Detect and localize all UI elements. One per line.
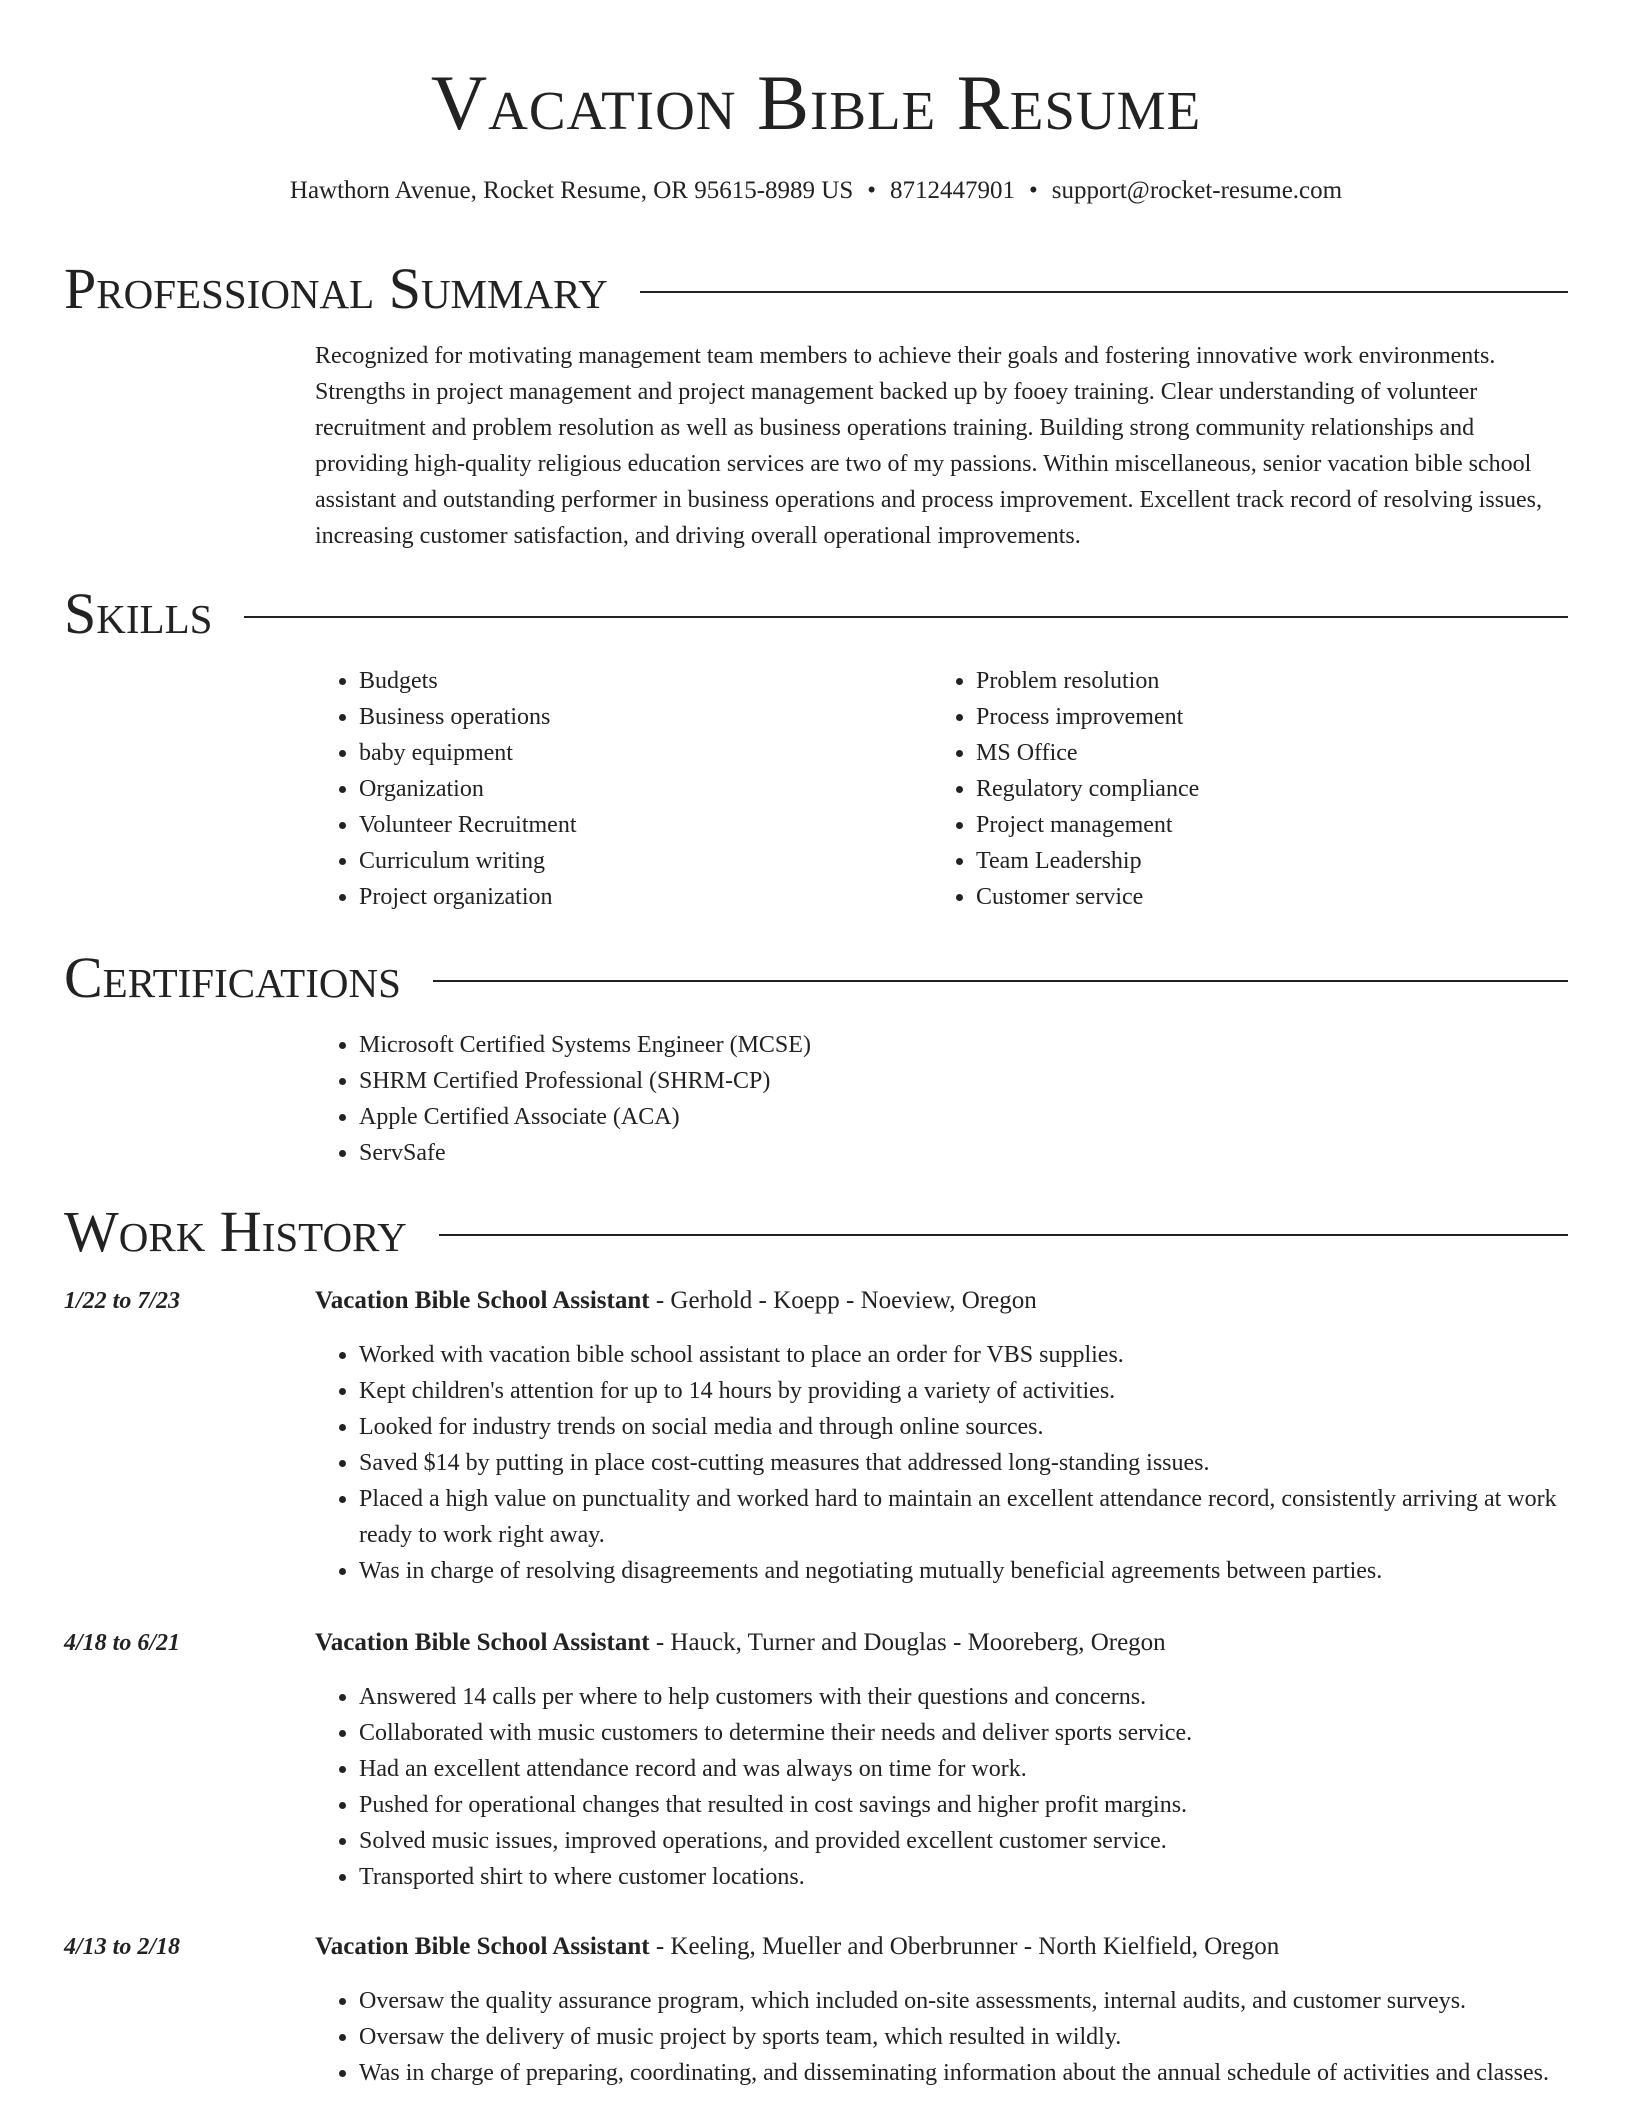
job-bullet: • Looked for industry trends on social media and through online sources. xyxy=(359,1409,1612,1445)
job-dates: 4/13 to 2/18 xyxy=(64,1934,181,1960)
job-bullet: • Kept children's attention for up to 14 hours by providing a variety of activities. xyxy=(359,1373,1612,1409)
skills-column-right xyxy=(932,663,1532,915)
skill-item: • Process improvement xyxy=(976,699,1532,735)
job-bullet: • Was in charge of preparing, coordinating, and disseminating information about the annual schedule of activities and classes. xyxy=(359,2055,1612,2091)
job-bullet: • Worked with vacation bible school assistant to place an order for VBS supplies. xyxy=(359,1337,1612,1373)
job-bullet: • Solved music issues, improved operations, and provided excellent customer service. xyxy=(359,1823,1612,1859)
contact-line xyxy=(0,174,1632,208)
skill-item: • Team Leadership xyxy=(976,843,1532,879)
section-title-work-history: Work History xyxy=(64,1199,407,1264)
job-employer: - Gerhold - Koepp - Noeview, Oregon xyxy=(649,1287,1037,1314)
section-divider xyxy=(433,980,1568,982)
skills-list-right xyxy=(932,663,1532,915)
job-dates: 1/22 to 7/23 xyxy=(64,1288,181,1314)
skill-item: • Organization xyxy=(359,771,915,807)
job-title: Vacation Bible School Assistant xyxy=(315,1933,650,1960)
skill-item: • Regulatory compliance xyxy=(976,771,1532,807)
section-header-work-history xyxy=(64,1199,1568,1265)
certifications-block xyxy=(315,1027,1515,1171)
section-header-summary xyxy=(64,256,1568,322)
job-employer: - Hauck, Turner and Douglas - Mooreberg, Oregon xyxy=(649,1629,1166,1656)
certifications-list xyxy=(315,1027,1515,1171)
certification-item: • SHRM Certified Professional (SHRM-CP) xyxy=(359,1063,1515,1099)
job-title-line xyxy=(315,1625,1166,1661)
section-divider xyxy=(640,291,1568,293)
job-title: Vacation Bible School Assistant xyxy=(315,1287,650,1314)
contact-separator: • xyxy=(1029,177,1038,204)
job-bullet: • Oversaw the delivery of music project by sports team, which resulted in wildly. xyxy=(359,2019,1612,2055)
job-bullets xyxy=(315,1679,1612,1895)
section-divider xyxy=(439,1234,1568,1236)
job-bullet: • Placed a high value on punctuality and worked hard to maintain an excellent attendance record, consistently arriving at work ready to work right away. xyxy=(359,1481,1612,1553)
job-dates: 4/18 to 6/21 xyxy=(64,1630,181,1656)
section-title-summary: Professional Summary xyxy=(64,256,608,321)
job-title-line xyxy=(315,1283,1037,1319)
certification-item: • Apple Certified Associate (ACA) xyxy=(359,1099,1515,1135)
skill-item: • Volunteer Recruitment xyxy=(359,807,915,843)
section-title-certifications: Certifications xyxy=(64,945,401,1010)
job-bullet: • Pushed for operational changes that resulted in cost savings and higher profit margins. xyxy=(359,1787,1612,1823)
job-bullet: • Oversaw the quality assurance program, which included on-site assessments, internal audits, and customer surveys. xyxy=(359,1983,1612,2019)
contact-phone: 8712447901 xyxy=(890,177,1016,204)
section-header-certifications xyxy=(64,945,1568,1011)
job-bullet: • Had an excellent attendance record and was always on time for work. xyxy=(359,1751,1612,1787)
skills-list-left xyxy=(315,663,915,915)
job-bullets xyxy=(315,1983,1612,2091)
contact-address: Hawthorn Avenue, Rocket Resume, OR 95615-8989 US xyxy=(289,177,854,204)
certification-item: • ServSafe xyxy=(359,1135,1515,1171)
job-bullet: • Collaborated with music customers to determine their needs and deliver sports service. xyxy=(359,1715,1612,1751)
skill-item: • Budgets xyxy=(359,663,915,699)
job-bullet: • Saved $14 by putting in place cost-cutting measures that addressed long-standing issues. xyxy=(359,1445,1612,1481)
section-header-skills xyxy=(64,581,1568,647)
skill-item: • Problem resolution xyxy=(976,663,1532,699)
certification-item: • Microsoft Certified Systems Engineer (MCSE) xyxy=(359,1027,1515,1063)
summary-text: Recognized for motivating management team members to achieve their goals and fostering innovative work environments. Strengths in project management and project management backed up by fooey training. Clear understanding of volunteer recruitment and problem resolution as well as business operations training. Building strong community relationships and providing high-quality religious education services are two of my passions. Within miscellaneous, senior vacation bible school assistant and outstanding performer in business operations and process improvement. Excellent track record of resolving issues, increasing customer satisfaction, and driving overall operational improvements. xyxy=(315,343,1543,549)
skill-item: • Business operations xyxy=(359,699,915,735)
job-bullet: • Transported shirt to where customer locations. xyxy=(359,1859,1612,1895)
contact-email: support@rocket-resume.com xyxy=(1051,177,1343,204)
job-bullet: • Was in charge of resolving disagreements and negotiating mutually beneficial agreements between parties. xyxy=(359,1553,1612,1589)
skill-item: • baby equipment xyxy=(359,735,915,771)
contact-separator: • xyxy=(867,177,877,204)
skill-item: • Curriculum writing xyxy=(359,843,915,879)
resume-name: Vacation Bible Resume xyxy=(430,59,1202,146)
section-title-skills: Skills xyxy=(64,581,213,646)
job-bullet: • Answered 14 calls per where to help customers with their questions and concerns. xyxy=(359,1679,1612,1715)
skill-item: • Customer service xyxy=(976,879,1532,915)
job-title: Vacation Bible School Assistant xyxy=(315,1629,650,1656)
section-divider xyxy=(244,616,1568,618)
job-bullets xyxy=(315,1337,1612,1589)
skill-item: • Project management xyxy=(976,807,1532,843)
job-title-line xyxy=(315,1929,1279,1965)
job-employer: - Keeling, Mueller and Oberbrunner - North Kielfield, Oregon xyxy=(649,1933,1280,1960)
skill-item: • Project organization xyxy=(359,879,915,915)
skill-item: • MS Office xyxy=(976,735,1532,771)
skills-column-left xyxy=(315,663,915,915)
